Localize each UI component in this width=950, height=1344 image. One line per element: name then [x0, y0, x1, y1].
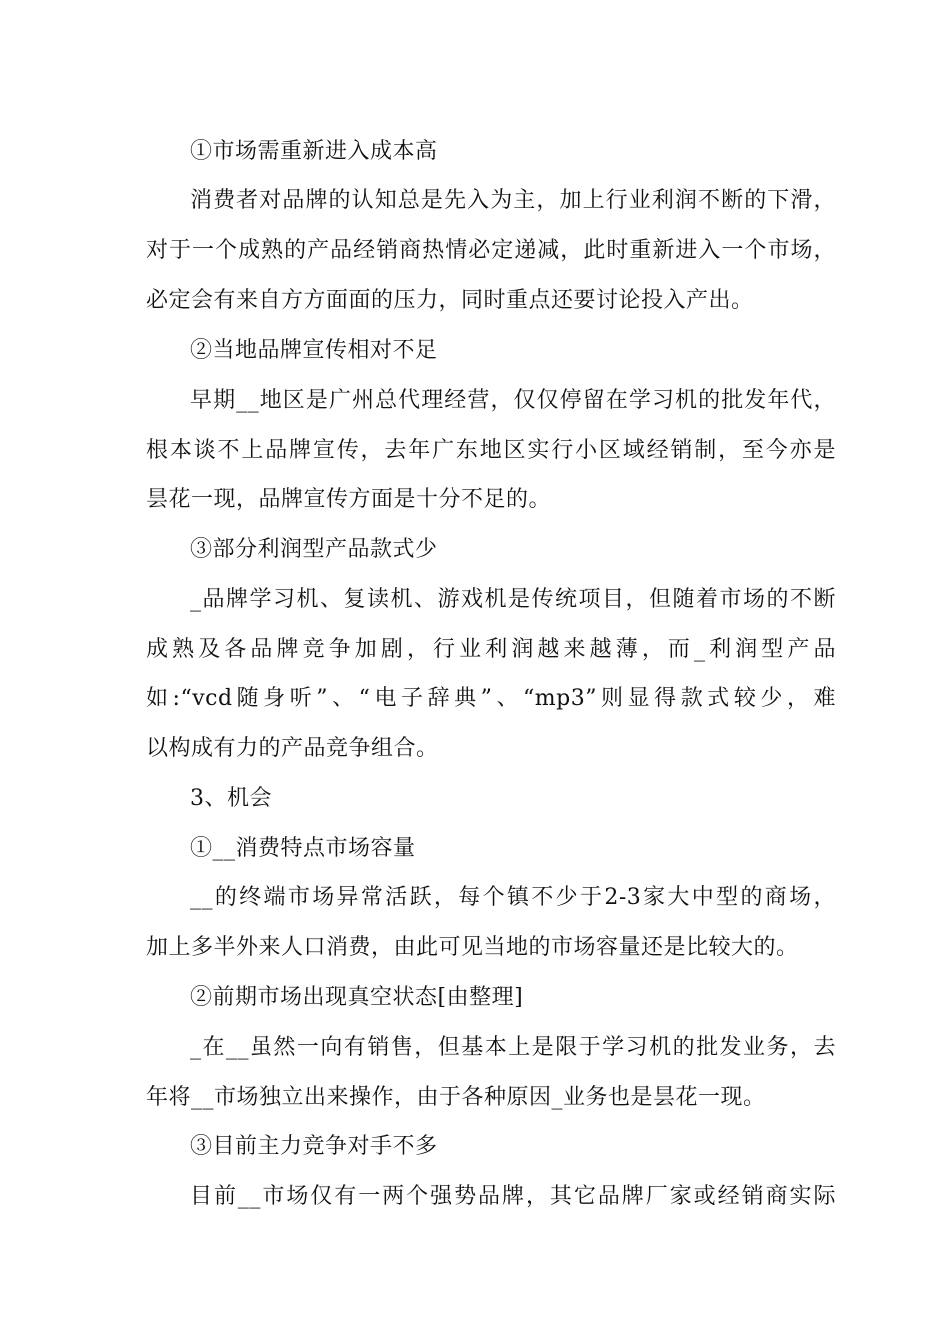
- paragraph-line: 成熟及各品牌竞争加剧，行业利润越来越薄，而_利润型产品: [146, 637, 836, 662]
- heading-consumption-capacity: ①__消费特点市场容量: [190, 836, 416, 861]
- paragraph-line: 以构成有力的产品竞争组合。: [146, 736, 439, 761]
- heading-few-competitors: ③目前主力竞争对手不多: [190, 1134, 438, 1159]
- heading-market-reentry-cost: ①市场需重新进入成本高: [190, 139, 438, 164]
- heading-profit-products: ③部分利润型产品款式少: [190, 537, 438, 562]
- paragraph-line: _在__虽然一向有销售，但基本上是限于学习机的批发业务，去: [190, 1035, 836, 1060]
- paragraph-line: _品牌学习机、复读机、游戏机是传统项目，但随着市场的不断: [190, 587, 836, 612]
- paragraph-line: 加上多半外来人口消费，由此可见当地的市场容量还是比较大的。: [146, 935, 799, 960]
- paragraph-line: 年将__市场独立出来操作，由于各种原因_业务也是昙花一现。: [146, 1085, 766, 1110]
- paragraph-line: 必定会有来自方方面面的压力，同时重点还要讨论投入产出。: [146, 288, 754, 313]
- paragraph-line: 昙花一现，品牌宣传方面是十分不足的。: [146, 487, 552, 512]
- section-heading-opportunity: 3、机会: [190, 786, 272, 811]
- paragraph-line: 早期__地区是广州总代理经营，仅仅停留在学习机的批发年代，: [190, 388, 836, 413]
- paragraph-line: 如:“vcd随身听”、“电子辞典”、“mp3”则显得款式较少，难: [146, 686, 836, 711]
- heading-local-brand-promotion: ②当地品牌宣传相对不足: [190, 338, 438, 363]
- paragraph-line: 对于一个成熟的产品经销商热情必定递减，此时重新进入一个市场，: [146, 238, 836, 263]
- paragraph-line: __的终端市场异常活跃，每个镇不少于2-3家大中型的商场，: [190, 885, 836, 910]
- paragraph-line: 消费者对品牌的认知总是先入为主，加上行业利润不断的下滑，: [190, 188, 836, 213]
- heading-market-vacuum: ②前期市场出现真空状态[由整理]: [190, 985, 524, 1010]
- paragraph-line: 目前__市场仅有一两个强势品牌，其它品牌厂家或经销商实际: [190, 1184, 836, 1209]
- paragraph-line: 根本谈不上品牌宣传，去年广东地区实行小区域经销制，至今亦是: [146, 438, 836, 463]
